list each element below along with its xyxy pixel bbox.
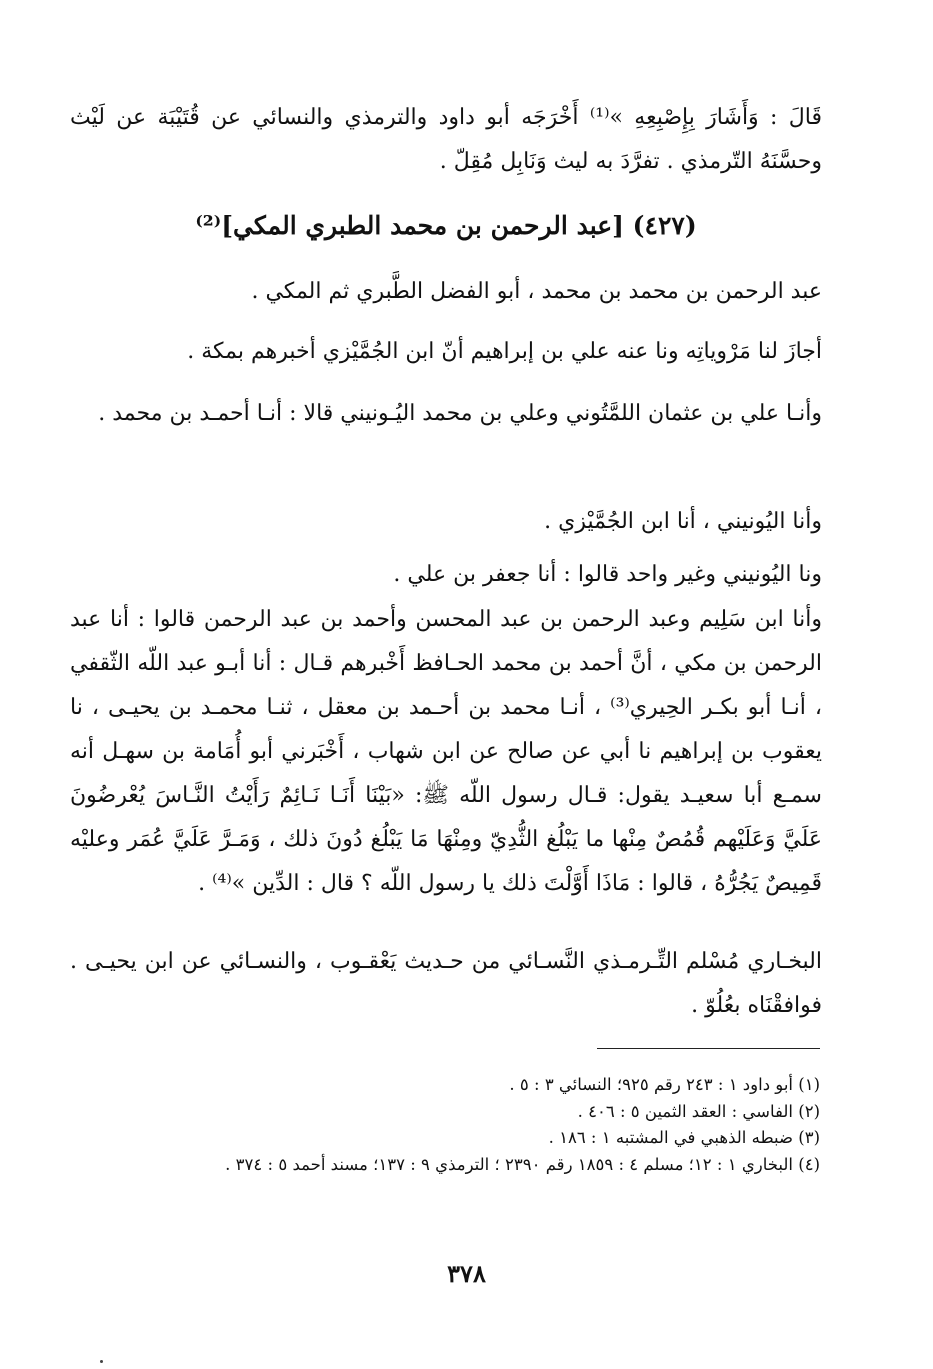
entry-paragraph-1: عبد الرحمن بن محمد بن محمد ، أبو الفضل الطَّبري ثم المكي . <box>251 279 822 304</box>
scan-speck <box>100 1360 103 1363</box>
entry-heading: (٤٢٧) [عبد الرحمن بن محمد الطبري المكي]⁽²⁾ <box>195 211 697 240</box>
entry-paragraph-6: وأنا ابن سَلِيم وعبد الرحمن بن عبد المحسن وأحمد بن عبد الرحمن قالوا : أنا عبد الرحمن بن مكي ، أنَّ أحمد بن محمد الحـافظ أَخْبرهم قـال : أنا أبـو عبد اللّه الثّقفي ، أنـا أبو بكـر الحِيري⁽³⁾ ، أنـا محمد بن أحـمد بن معقل ، ثنـا محمـد بن يحيـى ، نا يعقوب بن إبراهيم نا أبي عن صالح عن ابن شهاب ، أَخْبَرني أبو أُمَامة بن سهـل أنه سمـع أبا سعيـد يقول: قـال رسول اللّه ﷺ: «بَيْنَا أَنَـا نَـائِمٌ رَأَيْتُ النَّـاسَ يُعْرضُونَ عَلَيَّ وَعَلَيْهم قُمُصٌ مِنْها ما يَبْلُغ الثُّدِيّ ومِنْهَا مَا يَبْلُغ دُونَ ذلك ، وَمَـرَّ عَلَيَّ عُمَر وعليْه قَمِيصٌ يَجُرُّهُ ، قالوا : مَاذَا أَوَّلْتَ ذلك يا رسول اللّه ؟ قال : الدِّين »⁽⁴⁾ . <box>70 607 822 896</box>
footnote-divider <box>597 1048 820 1049</box>
entry-paragraph-2: أجازَ لنا مَرْوياتِه ونا عنه علي بن إبراهيم أنّ ابن الجُمَّيْزي أخبرهم بمكة . <box>187 339 822 364</box>
footnotes-list <box>70 1072 820 1178</box>
footnote-item: (٤) البخاري ١ : ١٢؛ مسلم ٤ : ١٨٥٩ رقم ٢٣٩٠ ؛ الترمذي ٩ : ١٣٧؛ مسند أحمد ٥ : ٣٧٤ . <box>225 1154 820 1174</box>
entry-paragraph-3: وأنـا علي بن عثمان اللمَّتُوني وعلي بن محمد اليُـونيني قالا : أنـا أحمـد بن محمد . <box>98 401 822 426</box>
intro-paragraph: قَالَ : وَأَشَارَ بِإِصْبِعِهِ »⁽¹⁾ أَخْرَجَه أبو داود والترمذي والنسائي عن قُتَيْبَة عن لَيْث وحسَّنَهُ التّرمذي . تفرَّدَ به ليث وَنَابِل مُقِلّ . <box>70 105 822 174</box>
footnote-item: (٢) الفاسي : العقد الثمين ٥ : ٤٠٦ . <box>577 1101 820 1121</box>
page-number: ٣٧٨ <box>447 1259 486 1288</box>
footnote-item: (١) أبو داود ١ : ٢٤٣ رقم ٩٢٥؛ النسائي ٣ : ٥ . <box>509 1075 820 1094</box>
footnote-item: (٣) ضبطه الذهبي في المشتبه ١ : ١٨٦ . <box>548 1128 820 1147</box>
entry-paragraph-4: وأنا اليُونيني ، أنا ابن الجُمَّيْزي . <box>544 509 822 534</box>
entry-paragraph-7: البخـاري مُسْلم التِّـرمـذي النَّسـائي من حـديث يَعْقـوب ، والنسـائي عن ابن يحيـى . فوافقْنَاه بعُلُوّ . <box>70 949 822 1018</box>
entry-paragraph-5: ونا اليُونيني وغير واحد قالوا : أنا جعفر بن علي . <box>393 562 822 587</box>
